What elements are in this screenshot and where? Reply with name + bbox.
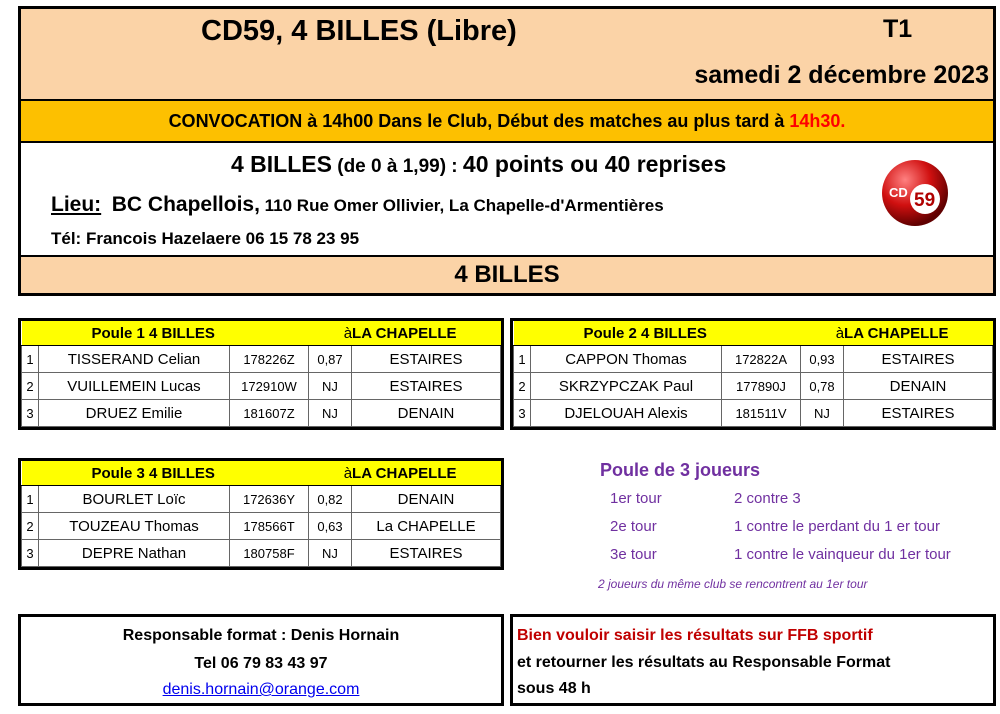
responsable-label: Responsable format : Denis Hornain <box>122 627 400 644</box>
rule-points: 40 points ou 40 reprises <box>462 151 727 177</box>
table-row <box>22 400 501 427</box>
player-name: DRUEZ Emilie <box>39 400 230 427</box>
logo-cd-text: CD <box>889 185 908 200</box>
lieu-address: 110 Rue Omer Ollivier, La Chapelle-d'Armentières <box>259 196 664 215</box>
player-name: TOUZEAU Thomas <box>39 513 230 540</box>
pool-title: Poule 3 4 BILLES <box>22 461 309 486</box>
player-average: NJ <box>309 400 352 427</box>
rule-tour: 1er tour <box>610 490 662 507</box>
player-club: ESTAIRES <box>844 400 993 427</box>
header-top <box>21 9 993 99</box>
rules-note: 2 joueurs du même club se rencontrent au 1er tour <box>598 577 868 591</box>
convocation-time: 14h30. <box>789 111 846 131</box>
player-club: ESTAIRES <box>352 540 501 567</box>
pool-location: àLA CHAPELLE <box>309 321 501 346</box>
player-name: CAPPON Thomas <box>531 346 722 373</box>
header-box <box>18 6 996 296</box>
round-label: T1 <box>883 15 913 43</box>
player-name: TISSERAND Celian <box>39 346 230 373</box>
player-license: 181511V <box>722 400 801 427</box>
table-row <box>22 513 501 540</box>
player-club: ESTAIRES <box>352 373 501 400</box>
player-name: BOURLET Loïc <box>39 486 230 513</box>
pool-location: àLA CHAPELLE <box>801 321 993 346</box>
rule-match: 1 contre le perdant du 1 er tour <box>734 518 940 535</box>
rule-tour: 3e tour <box>610 546 657 563</box>
info-section <box>21 143 993 255</box>
table-row <box>22 346 501 373</box>
player-club: DENAIN <box>844 373 993 400</box>
player-average: NJ <box>309 373 352 400</box>
player-average: 0,78 <box>801 373 844 400</box>
table-row <box>514 373 993 400</box>
convocation-bar <box>21 99 993 143</box>
notice-line-2: et retourner les résultats au Responsable Format <box>517 654 891 671</box>
rules-title: Poule de 3 joueurs <box>600 460 761 480</box>
logo-num-text: 59 <box>914 190 936 211</box>
lieu-line <box>51 193 664 217</box>
table-row <box>22 540 501 567</box>
notice-line-1: Bien vouloir saisir les résultats sur FFB sportif <box>517 627 873 644</box>
pool-title: Poule 2 4 BILLES <box>514 321 801 346</box>
table-row <box>514 346 993 373</box>
player-license: 177890J <box>722 373 801 400</box>
responsable-tel: Tel 06 79 83 43 97 <box>194 655 328 672</box>
rule-match: 1 contre le vainqueur du 1er tour <box>734 546 951 563</box>
player-num: 1 <box>22 346 39 373</box>
player-club: ESTAIRES <box>352 346 501 373</box>
player-license: 172910W <box>230 373 309 400</box>
player-name: DEPRE Nathan <box>39 540 230 567</box>
pool-header <box>22 461 501 486</box>
player-average: 0,63 <box>309 513 352 540</box>
player-num: 3 <box>514 400 531 427</box>
page-title: CD59, 4 BILLES (Libre) <box>201 15 517 47</box>
rule-line <box>231 151 726 178</box>
pool-2-table <box>510 318 996 430</box>
responsable-box <box>18 614 504 706</box>
results-notice <box>510 614 996 706</box>
lieu-club: BC Chapellois, <box>111 193 260 216</box>
player-license: 181607Z <box>230 400 309 427</box>
pool-header <box>514 321 993 346</box>
notice-line-3: sous 48 h <box>517 680 591 697</box>
rule-tour: 2e tour <box>610 518 657 535</box>
player-license: 178566T <box>230 513 309 540</box>
player-license: 178226Z <box>230 346 309 373</box>
player-club: La CHAPELLE <box>352 513 501 540</box>
cd59-logo-icon <box>881 159 949 227</box>
contact-tel: Tél: Francois Hazelaere 06 15 78 23 95 <box>51 229 360 248</box>
player-num: 3 <box>22 540 39 567</box>
player-average: NJ <box>801 400 844 427</box>
player-average: 0,82 <box>309 486 352 513</box>
lieu-label: Lieu: <box>51 193 102 216</box>
player-average: NJ <box>309 540 352 567</box>
player-num: 2 <box>22 373 39 400</box>
rule-main: 4 BILLES <box>231 151 332 177</box>
player-name: SKRZYPCZAK Paul <box>531 373 722 400</box>
convocation-text: CONVOCATION à 14h00 Dans le Club, Début des matches au plus tard à <box>168 111 790 131</box>
player-num: 2 <box>514 373 531 400</box>
pool-3-table <box>18 458 504 570</box>
player-num: 2 <box>22 513 39 540</box>
pool-header <box>22 321 501 346</box>
player-club: DENAIN <box>352 400 501 427</box>
pool-title: Poule 1 4 BILLES <box>22 321 309 346</box>
table-row <box>514 400 993 427</box>
player-average: 0,93 <box>801 346 844 373</box>
table-row <box>22 486 501 513</box>
player-license: 172636Y <box>230 486 309 513</box>
player-num: 1 <box>22 486 39 513</box>
player-license: 172822A <box>722 346 801 373</box>
category-band: 4 BILLES <box>21 255 993 293</box>
player-name: DJELOUAH Alexis <box>531 400 722 427</box>
player-club: DENAIN <box>352 486 501 513</box>
player-license: 180758F <box>230 540 309 567</box>
player-name: VUILLEMEIN Lucas <box>39 373 230 400</box>
player-club: ESTAIRES <box>844 346 993 373</box>
player-average: 0,87 <box>309 346 352 373</box>
rule-range: (de 0 à 1,99) : <box>331 156 463 177</box>
player-num: 1 <box>514 346 531 373</box>
rule-match: 2 contre 3 <box>734 490 801 507</box>
event-date: samedi 2 décembre 2023 <box>694 61 989 89</box>
player-num: 3 <box>22 400 39 427</box>
table-row <box>22 373 501 400</box>
responsable-email-link[interactable]: denis.hornain@orange.com <box>162 681 360 698</box>
pool-location: àLA CHAPELLE <box>309 461 501 486</box>
pool-1-table <box>18 318 504 430</box>
pool-of-three-rules <box>600 460 1000 590</box>
